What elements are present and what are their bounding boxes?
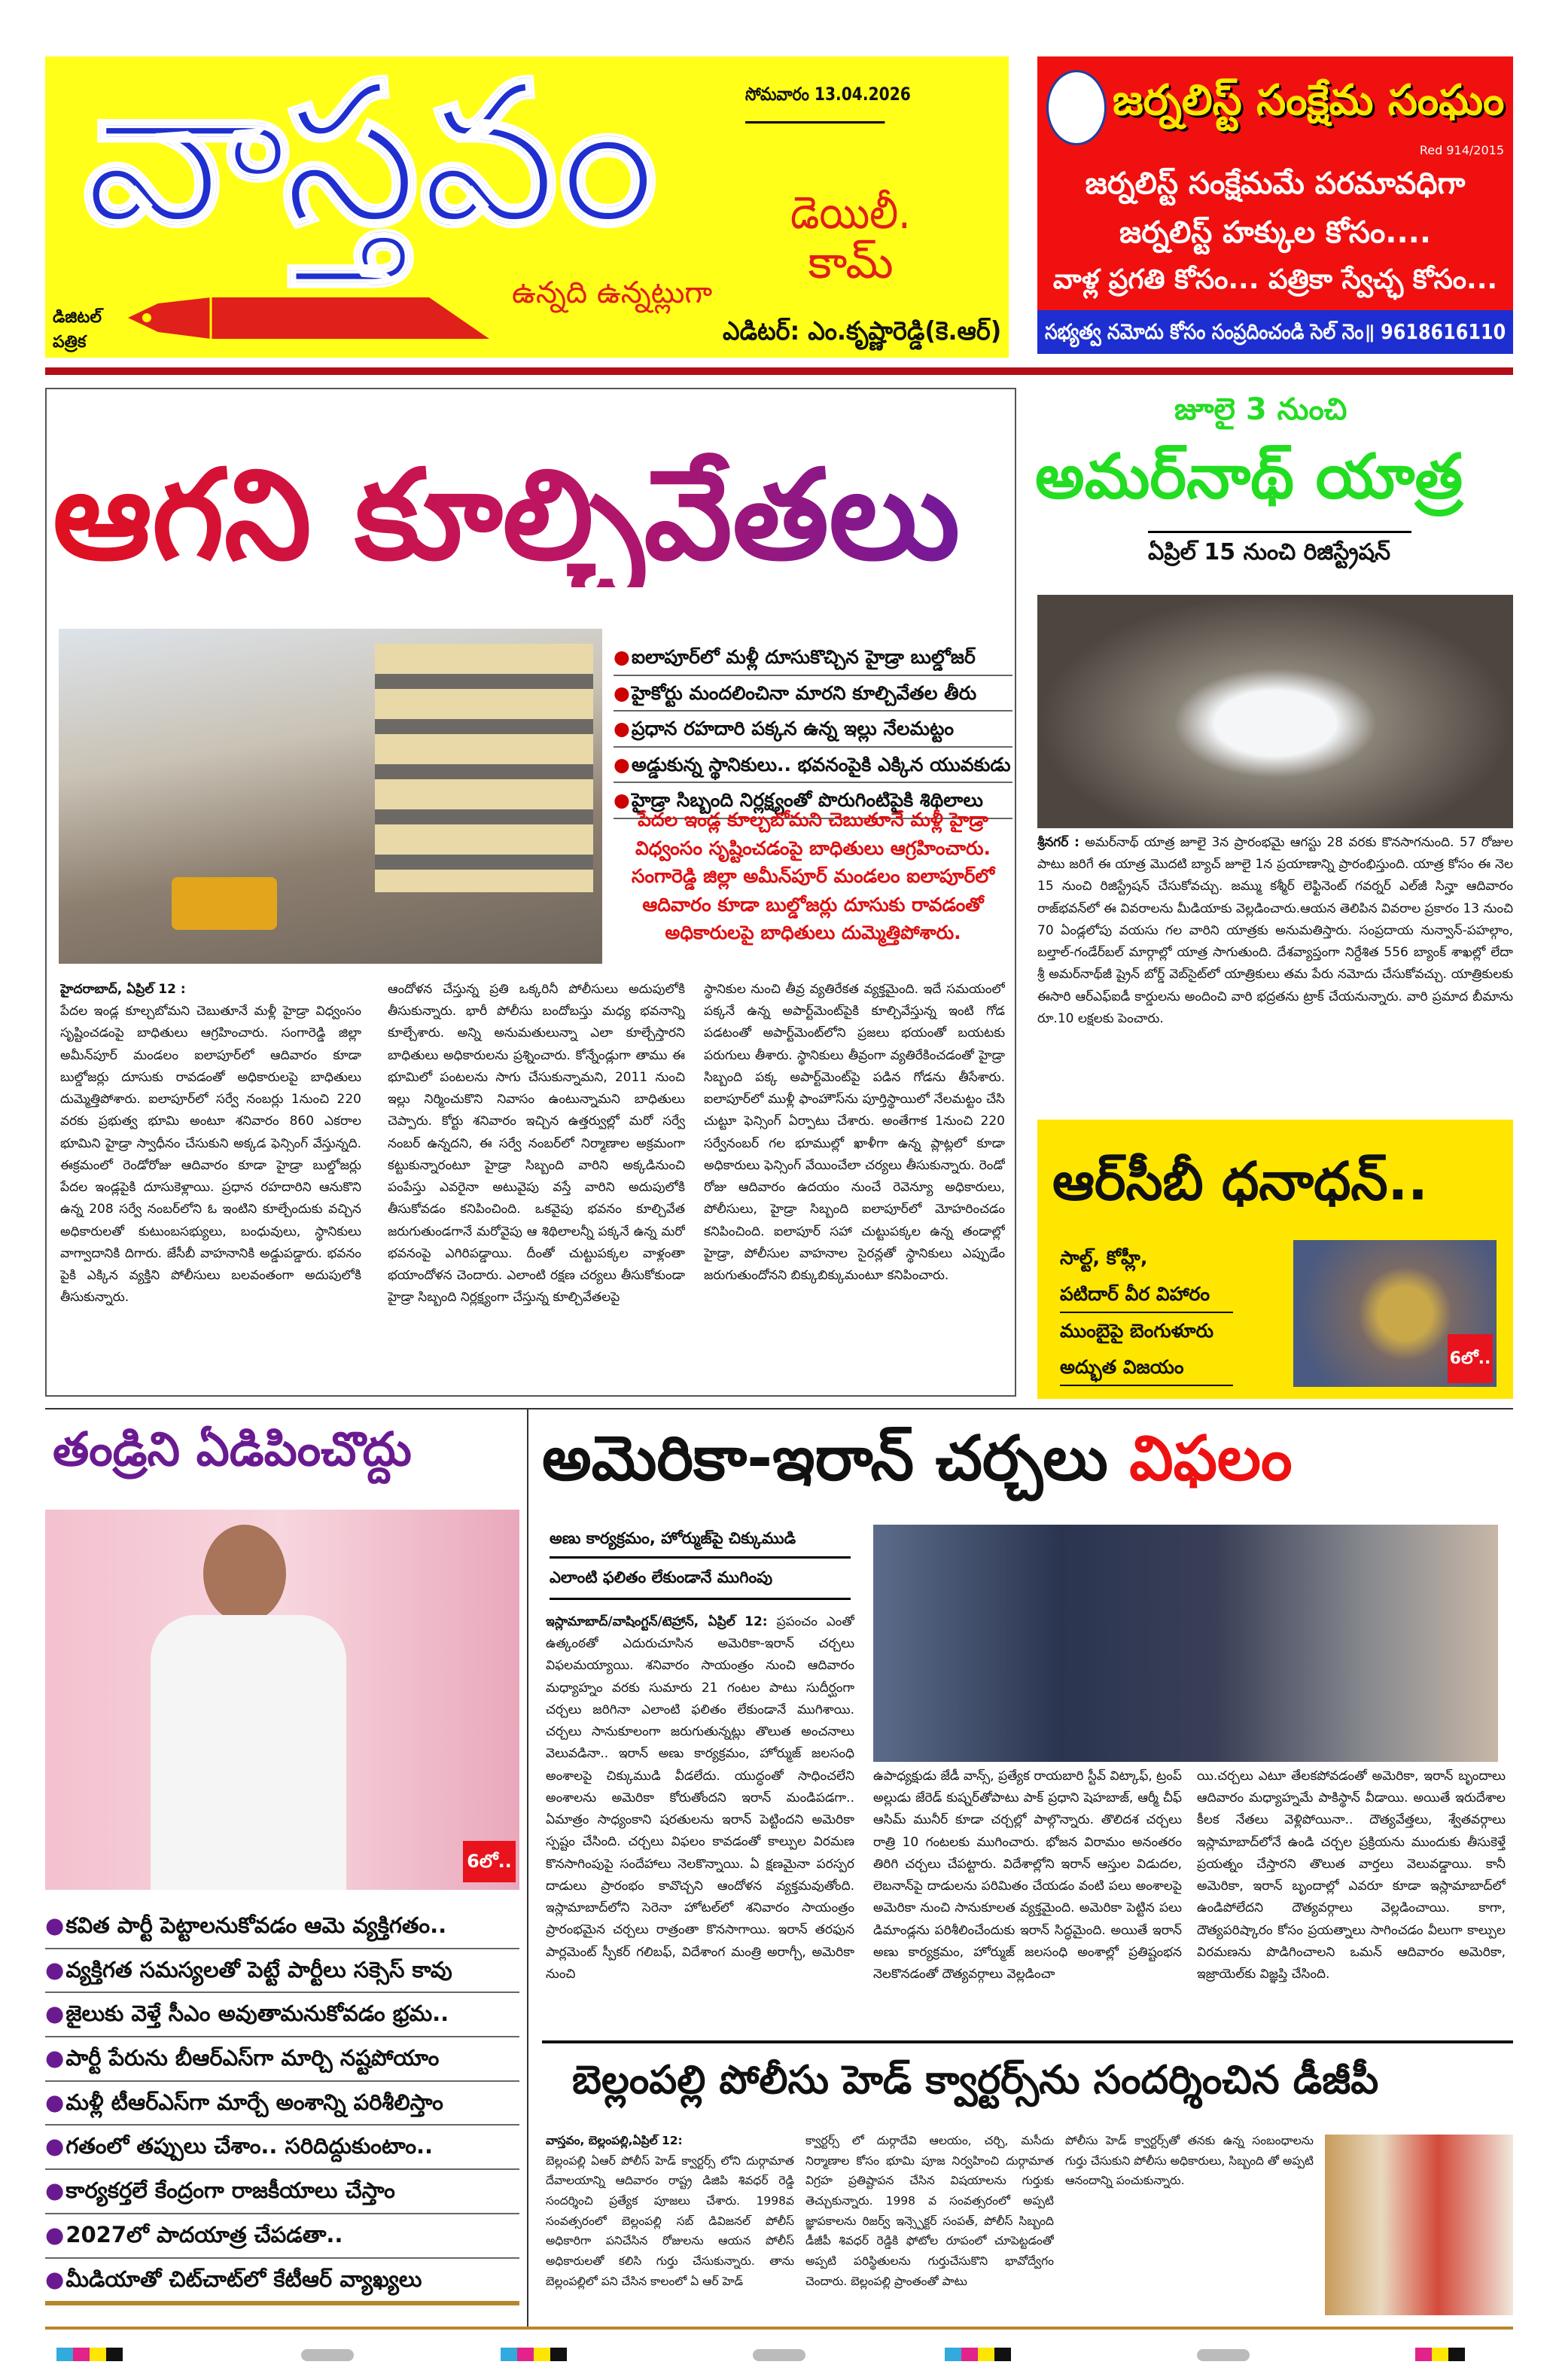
bottom-rule xyxy=(45,2327,1513,2330)
color-registration-bar xyxy=(56,2348,123,2361)
headline-black: అమెరికా-ఇరాన్ చర్చలు xyxy=(542,1423,1108,1495)
bullet-item: ● కవిత పార్టీ పెట్టాలనుకోవడం ఆమె వ్యక్తిగతం.. xyxy=(45,1905,519,1949)
bullet-item: ● కార్యకర్తలే కేంద్రంగా రాజకీయాలు చేస్తాం xyxy=(45,2170,519,2214)
deck-line: ఎలాంటి ఫలితం లేకుండానే ముగింపు xyxy=(550,1559,851,1599)
color-registration-bar xyxy=(945,2348,1011,2361)
masthead xyxy=(45,41,1009,358)
bullet-item: ● మీడియాతో చిట్‌చాట్‌లో కేటీఆర్ వ్యాఖ్యలు xyxy=(45,2259,519,2306)
dateline: శ్రీనగర్ : xyxy=(1037,835,1079,850)
daily-com xyxy=(790,188,911,288)
dgp-column-1 xyxy=(546,2131,794,2323)
dateline: వాస్తవం, బెల్లంపల్లి,ఏప్రిల్ 12: xyxy=(546,2134,683,2147)
talks-photo xyxy=(873,1525,1498,1762)
registration-mark xyxy=(301,2349,354,2361)
iran-deck xyxy=(550,1521,851,1600)
magenta-swatch xyxy=(961,2348,978,2361)
ad-reg: Red 914/2015 xyxy=(1419,143,1504,157)
ktr-headline: తండ్రిని ఏడిపించొద్దు xyxy=(53,1422,412,1476)
ad-contact-text: సభ్యత్వ నమోదు కోసం సంప్రదించండి సెల్ నెం॥ 9618616110 xyxy=(1045,319,1506,344)
iran-column-1 xyxy=(546,1611,854,2033)
demolition-photo xyxy=(59,629,602,964)
rcb-line: సాల్ట్, కోహ్లీ, xyxy=(1060,1247,1148,1269)
yellow-swatch xyxy=(90,2348,106,2361)
lead-column-3: స్థానికుల నుంచి తీవ్ర వ్యతిరేకత వ్యక్తమైంది. ఇదే సమయంలో పక్కనే ఉన్న అపార్ట్‌మెంట్‌పైకి కూల్చివేస్తున్న ఇంటి గోడ పడటంతో అపార్ట్‌మెంట్‌లోని ప్రజలు భయంతో బయటకు పరుగులు తీశారు. స్థానికులు తీవ్రంగా వ్యతిరేకించడంతో హైడ్రా సిబ్బంది పక్క అపార్ట్‌మెంట్‌పై పడిన గోడను తీసేశారు. ఐలాపూర్‌లో ముళ్లీ ఫాంహౌస్‌ను పూర్తిస్థాయిలో నేలమట్టం చేసి చుట్టూ ఫెన్సింగ్ ఏర్పాటు చేశారు. అంతేగాక 1నుంచి 220 సర్వేనంబర్ గల భూముల్లో ఖాళీగా ఉన్న ప్లాట్లలో కూడా అధికారులు ఫెన్సింగ్ వేయించేలా చర్యలు తీసుకున్నారు. రెండో రోజు ఆదివారం ఉదయం నుంచే రెవెన్యూ అధికారులు, పోలీసులు, హైడ్రా సిబ్బంది ఐలాపూర్‌లో మోహరించడం కనిపించింది. ఐలాపూర్ సహా చుట్టుపక్కల ఉన్న తండాల్లో హైడ్రా, పోలీసుల వాహనాల సైరన్లతో స్థానికులు ఎప్పుడేం జరుగుతుందోనని బిక్కుబిక్కుమంటూ కనిపించారు. xyxy=(704,982,1005,1284)
registration-mark xyxy=(753,2349,805,2361)
speaker-image xyxy=(203,1525,286,1623)
lead-column-1 xyxy=(60,979,361,1385)
masthead-rule xyxy=(45,367,1513,375)
lead-headline: ఆగని కూల్చివేతలు xyxy=(53,444,1009,587)
digital-text: డిజిటల్ xyxy=(53,308,102,327)
rcb-line: పటిదార్ వీర విహారం xyxy=(1060,1276,1233,1314)
dgp-temple-photo xyxy=(1325,2135,1513,2315)
building-image xyxy=(375,644,593,892)
daily-label: డెయిలీ. xyxy=(790,187,911,239)
lead-summary: పేదల ఇండ్ల కూల్చబోమని చెబుతూనే మళ్లీ హైడ్రా విధ్వంసం సృష్టించడంపై బాధితులు ఆగ్రహించారు. సంగారెడ్డి జిల్లా అమీన్‌పూర్ మండలం ఐలాపూర్‌లో ఆదివారం కూడా బుల్డోజర్లు దూసుకు రావడంతో అధికారులపై బాధితులు దుమ్మెత్తిపోశారు. xyxy=(631,809,995,943)
rcb-line: అద్భుత విజయం xyxy=(1060,1349,1233,1387)
ktr-photo xyxy=(45,1510,519,1890)
bullet-item: ● హైడ్రా సిబ్బంది నిర్లక్ష్యంతో పొరుగింటిపైకి శిథిలాలు xyxy=(614,783,1012,819)
pen-nib-icon xyxy=(128,297,489,339)
newspaper-logo: వాస్తవం xyxy=(83,41,658,268)
black-swatch xyxy=(106,2348,123,2361)
ad-line: జర్నలిస్ట్ సంక్షేమమే పరమావధిగా xyxy=(1085,166,1466,201)
iran-column-2: ఉపాధ్యక్షుడు జేడీ వాన్స్, ప్రత్యేక రాయబారి స్టీవ్ విట్కాఫ్, ట్రంప్ అల్లుడు జేరెడ్ కుష్నర్‌తోపాటు పాక్ ప్రధాని షెహబాజ్, ఆర్మీ చీఫ్ ఆసిమ్ మునీర్ కూడా చర్చల్లో పాల్గొన్నారు. తొలిదశ చర్చలు రాత్రి 10 గంటలకు ముగించారు. భోజన విరామం అనంతరం తిరిగి చర్చలు చేపట్టారు. విదేశాల్లోని ఇరాన్ ఆస్తుల విడుదల, లెబనాన్‌పై దాడులను పరిమితం చేయడం వంటి పలు అంశాలపై అమెరికా నుంచి సానుకూలత వ్యక్తమైంది. అమెరికా పెట్టిన పలు డిమాండ్లను పరిశీలించేందుకు ఇరాన్ సిద్ధమైంది. అయితే ఇరాన్ అణు కార్యక్రమం, హోర్ముజ్ జలసంధి అంశాల్లో ప్రతిష్టంభన నెలకొనడంతో దౌత్యవర్గాలు వెల్లడించా xyxy=(873,1769,1182,1982)
black-swatch xyxy=(1448,2348,1465,2361)
dateline: ఇస్లామాబాద్/వాషింగ్టన్/టెహ్రాన్, ఏప్రిల్ 12: xyxy=(546,1614,768,1629)
bullet-item: ● జైలుకు వెళ్తే సీఎం అవుతామనుకోవడం భ్రమ.. xyxy=(45,1993,519,2037)
tagline: ఉన్నది ఉన్నట్లుగా xyxy=(512,276,713,310)
bullet-item: ● అడ్డుకున్న స్థానికులు.. భవనంపైకి ఎక్కిన యువకుడు xyxy=(614,748,1012,784)
dgp-column-2: క్వార్టర్స్ లో దుర్గాదేవి ఆలయం, చర్చి, మసీదు నిర్మాణాల కోసం భూమి పూజ నిర్వహించి దుర్గామాత విగ్రహ ప్రతిష్టాపన చేసిన విషయాలను గుర్తుకు తెచ్చుకున్నారు. 1998 వ సంవత్సరంలో అప్పటి జ్ఞాపకాలను రిజర్వ్ ఇన్స్పెక్టర్ సంపత్, పోలీస్ సిబ్బంది డీజీపీ శివధర్ రెడ్డికి ఫోటోల రూపంలో చూపెట్టడంతో అప్పటి పరిస్థితులను గుర్తుచేసుకొని భావోద్వేగం చెందారు. బెల్లంపల్లి ప్రాంతంతో పాటు xyxy=(805,2134,1054,2288)
story-rule xyxy=(542,2040,1513,2043)
iran-column-3: యి.చర్చలు ఎటూ తేలకపోవడంతో అమెరికా, ఇరాన్ బృందాలు ఆదివారం మధ్యాహ్నమే పాకిస్థాన్ వీడాయి. అయితే ఇరుదేశాల కీలక నేతలు వెళ్లిపోయినా.. దౌత్యవేత్తలు, శ్వేతవర్గాలు ఇస్లామాబాద్‌లోనే ఉండి చర్చల ప్రక్రియను ముందుకు తీసుకెళ్తే ప్రయత్నం చేస్తారని తొలుత వార్తలు వెలువడ్డాయి. కానీ అమెరికా, ఇరాన్ బృందాల్లో ఎవరూ కూడా ఇస్లామాబాద్‌లో ఉండిపోలేదని దౌత్యవర్గాలు వెల్లడించాయి. కాగా, దౌత్యపరిష్కారం కోసం ప్రయత్నాలు సాగించడం వీలుగా కాల్పుల విరమణను పొడిగించాలని ఒమన్ ఆదివారం అమెరికా, ఇజ్రాయెల్‌కు విజ్ఞప్తి చేసింది. xyxy=(1197,1769,1506,1982)
amarnath-deck: ఏప్రిల్ 15 నుంచి రిజిస్ట్రేషన్ xyxy=(1148,531,1411,567)
lead-column-2: ఆందోళన చేస్తున్న ప్రతి ఒక్కరినీ పోలీసులు అదుపులోకి తీసుకున్నారు. భారీ పోలీసు బందోబస్తు మధ్య భవనాన్ని కూల్చేశారు. అన్ని అనుమతులున్నా ఎలా కూల్చేస్తారని బాధితులు అధికారులను ప్రశ్నించారు. కోన్నేండ్లుగా తాము ఈ భూమిలో పంటలను సాగు చేసుకున్నామని, 2011 నుంచి ఇల్లు నిర్మించుకొని నివాసం ఉంటున్నామని బాధితులు చెప్పారు. కోర్టు శనివారం ఇచ్చిన ఉత్తర్వుల్లో మరో సర్వే నంబర్ ఉన్నదని, ఈ సర్వే నంబర్‌లో నిర్మాణాల అక్రమంగా కట్టుకున్నారంటూ హైడ్రా సిబ్బంది వారిని అక్కడినుంచి పంపేస్తు ఎవరైనా అటువైపు వస్తే వారిని అదుపులోకి తీసుకోవడం కనిపించింది. ఒకవైపు భవనం కూల్చివేత జరుగుతుండగానే మరోవైపు ఆ శిథిలాలన్నీ పక్కనే ఉన్న మరో భవనంపై ఎగిరిపడ్డాయి. దీంతో చుట్టుపక్కల వాళ్లంతా భయాందోళన చెందారు. ఎలాంటి రక్షణ చర్యలు తీసుకోకుండా హైడ్రా సిబ్బంది నిర్లక్ష్యంగా చేస్తున్న కూల్చివేతలపై xyxy=(388,982,685,1306)
amarnath-headline: అమర్‌నాథ్ యాత్ర xyxy=(1035,441,1463,513)
page-ref-badge xyxy=(1448,1334,1493,1383)
com-label: కామ్ xyxy=(808,236,894,289)
headline-red: విఫలం xyxy=(1129,1423,1293,1495)
body-text: పేదల ఇండ్ల కూల్చబోమని చెబుతూనే మళ్లీ హైడ్రా విధ్వంసం సృష్టించడంపై బాధితులు ఆగ్రహించారు. సంగారెడ్డి జిల్లా అమీన్‌పూర్ మండలం ఐలాపూర్‌లో ఆదివారం కూడా బుల్డోజర్లు దూసుకు రావడంతో అధికారులపై బాధితులు దుమ్మెత్తిపోశారు. ఐలాపూర్‌లో సర్వే నంబర్లు 1నుంచి 220 వరకు ప్రభుత్వ భూమి అంటూ శనివారం 860 ఎకరాల భూమిని హైడ్రా స్వాధీనం చేసుకుని అక్కడ ఫెన్సింగ్ వేస్తున్నది. ఈక్రమంలో రెండోరోజు ఆదివారం కూడా హైడ్రా బుల్డోజర్లు పేదల ఇండ్లపైకి దూసుకెళ్లాయి. ప్రధాన రహదారిని ఆనుకొని ఉన్న 208 సర్వే నంబర్‌లోని ఓ ఇంటిని కూల్చేందుకు వచ్చిన అధికారులతో కుటుంబసభ్యులు, బంధువులు, స్థానికులు వాగ్వాదానికి దిగారు. జేసీబీ వాహనానికి అడ్డుపడ్డారు. భవనం పైకి ఎక్కిన వ్యక్తిని పోలీసులు బలవంతంగా అదుపులోకి తీసుకున్నారు. xyxy=(60,1004,361,1306)
color-registration-bar xyxy=(501,2348,567,2361)
black-swatch xyxy=(994,2348,1011,2361)
registration-mark xyxy=(1197,2349,1250,2361)
cyan-swatch xyxy=(501,2348,517,2361)
yellow-swatch xyxy=(1432,2348,1448,2361)
bulldozer-image xyxy=(172,877,277,930)
magenta-swatch xyxy=(73,2348,90,2361)
black-swatch xyxy=(550,2348,567,2361)
ad-line: వాళ్ల ప్రగతి కోసం... పత్రికా స్వేచ్ఛ కోసం... xyxy=(1052,264,1498,295)
editor-name: ఎడిటర్: ఎం.కృష్ణారెడ్డి(కె.ఆర్) xyxy=(723,316,1002,346)
iran-headline xyxy=(542,1419,1509,1500)
bullet-item: ● హైకోర్టు మందలించినా మారని కూల్చివేతల తీరు xyxy=(614,676,1012,712)
dgp-column-3: పోలీసు హెడ్ క్వార్టర్స్‌తో తనకు ఉన్న సంబంధాలను గుర్తు చేసుకుని పోలీసు అధికారులు, సిబ్బంది తో అప్పటి ఆనందాన్ని పంచుకున్నారు. xyxy=(1065,2134,1314,2188)
union-seal-icon xyxy=(1046,70,1107,145)
bullet-item: ● వ్యక్తిగత సమస్యలతో పెట్టే పార్టీలు సక్సెస్ కావు xyxy=(45,1949,519,1994)
speaker-body-image xyxy=(151,1615,346,1890)
cyan-swatch xyxy=(945,2348,961,2361)
rcb-line: ముంబైపై బెంగుళూరు xyxy=(1060,1320,1214,1342)
bullet-item: ● పార్టీ పేరును బీఆర్‌ఎస్‌గా మార్చి నష్టపోయాం xyxy=(45,2037,519,2082)
yellow-swatch xyxy=(978,2348,994,2361)
amarnath-body xyxy=(1037,832,1513,1096)
body-text: ప్రపంచం ఎంతో ఉత్కంఠతో ఎదురుచూసిన అమెరికా-ఇరాన్ చర్చలు విఫలమయ్యాయి. శనివారం సాయంత్రం నుంచి ఆదివారం మధ్యాహ్నం వరకు సుమారు 21 గంటల పాటు సుదీర్ఘంగా చర్చలు జరిగినా ఎలాంటి ఫలితం లేకుండానే ముగిశాయి. చర్చలు సానుకూలంగా జరుగుతున్నట్లు తొలుత అంచనాలు వెలువడినా.. ఇరాన్ అణు కార్యక్రమం, హోర్ముజ్ జలసంధి అంశాలపై చిక్కుముడి వీడలేదు. యుద్ధంతో సాధించలేని అంశాలను అమెరికా కోరుతోందని ఇరాన్ మండిపడగా.. ఏమాత్రం సాధ్యంకాని షరతులను ఇరాన్ పెట్టిందని అమెరికా స్పష్టం చేసింది. చర్చలు విఫలం కావడంతో కాల్పుల విరమణ కొనసాగింపుపై సందేహాలు నెలకొన్నాయి. ఏ క్షణమైనా పరస్పర దాడులు ప్రారంభం కావొచ్చని ఆందోళన వ్యక్తమవుతోంది. ఇస్లామాబాద్‌లోని సెరెనా హోటల్‌లో శనివారం సాయంత్రం ప్రారంభమైన చర్చలు రాత్రంతా కొనసాగాయి. ఇరాన్ తరఫున పార్లమెంట్ స్పీకర్ గలిబఫ్, విదేశాంగ మంత్రి అరాగ్చీ, అమెరికా నుంచి xyxy=(546,1614,854,1982)
ad-title: జర్నలిస్ట్ సంక్షేమ సంఘం xyxy=(1113,76,1505,125)
bullet-item: ● గతంలో తప్పులు చేశాం.. సరిదిద్దుకుంటాం.. xyxy=(45,2126,519,2170)
cyan-swatch xyxy=(56,2348,73,2361)
digital-label xyxy=(53,305,102,355)
issue-date: సోమవారం 13.04.2026 xyxy=(745,83,885,123)
magenta-swatch xyxy=(1415,2348,1432,2361)
bullet-item: ● 2027లో పాదయాత్ర చేపడతా.. xyxy=(45,2214,519,2259)
page-ref-text: 6లో.. xyxy=(467,1851,512,1872)
ad-contact-strip xyxy=(1037,310,1513,354)
lead-bullets xyxy=(614,640,1012,819)
rcb-box xyxy=(1037,1120,1513,1399)
amarnath-cave-photo xyxy=(1037,595,1513,828)
journalist-union-ad xyxy=(1037,56,1513,354)
section-divider xyxy=(45,1408,1513,1409)
ad-line: జర్నలిస్ట్ హక్కుల కోసం.... xyxy=(1119,215,1432,250)
bullet-item: ● ప్రధాన రహదారి పక్కన ఉన్న ఇల్లు నేలమట్టం xyxy=(614,712,1012,748)
dateline: హైదరాబాద్, ఏప్రిల్ 12 : xyxy=(60,982,186,997)
page-ref-badge xyxy=(463,1841,516,1882)
page-ref-text: 6లో.. xyxy=(1449,1349,1491,1368)
rcb-headline: ఆర్‌సీబీ ధనాధన్.. xyxy=(1052,1150,1428,1212)
amarnath-kicker: జూలై 3 నుంచి xyxy=(1174,392,1347,427)
body-text: బెల్లంపల్లి ఏఆర్ పోలీస్ హెడ్ క్వార్టర్స్ లోని దుర్గామాత దేవాలయాన్ని ఆదివారం రాష్ట్ర డిజిపి శివధర్ రెడ్డి సందర్శించి ప్రత్యేక పూజలు చేశారు. 1998వ సంవత్సరంలో బెల్లంపల్లి సబ్ డివిజనల్ పోలీస్ అధికారిగా పనిచేసిన రోజులను ఆయన పోలీస్ అధికారులతో కలిసి గుర్తు చేసుకున్నారు. తాను బెల్లంపల్లిలో పని చేసిన కాలంలో ఏ ఆర్ హెడ్ xyxy=(546,2153,794,2288)
body-text: అమర్‌నాథ్ యాత్ర జూలై 3న ప్రారంభమై ఆగస్టు 28 వరకు కొనసాగనుంది. 57 రోజుల పాటు జరిగే ఈ యాత్ర మొదటి బ్యాచ్ జూలై 1న ప్రయాణాన్ని ప్రారంభిస్తుంది. యాత్ర కోసం ఈ నెల 15 నుంచి రిజిస్ట్రేషన్ చేసుకోవచ్చు. జమ్ము కశ్మీర్ లెఫ్టినెంట్ గవర్నర్ ఎల్‌జీ సిన్హా ఆదివారం రాజ్‌భవన్‌లో ఈ వివరాలను మీడియాకు వెల్లడించారు.ఆయన తెలిపిన వివరాల ప్రకారం 13 నుంచి 70 ఏండ్లలోపు వయసు గల వారిని యాత్రకు అనుమతిస్తారు. సంప్రదాయ నున్వాన్-పహల్గాం, బల్తాల్-గండేర్‌బల్ మార్గాల్లో యాత్ర సాగుతుంది. దేశవ్యాప్తంగా నిర్దేశిత 556 బ్యాంక్ శాఖల్లో లేదా శ్రీ అమర్‌నాథ్‌జీ ష్రైన్ బోర్డ్ వెబ్‌సైట్‌లో యాత్రికులు తమ పేరు నమోదు చేసుకోవచ్చు. యాత్రికులకు ఈసారి ఆర్‌ఎఫ్‌ఐడీ కార్డులను అందించి వారి భద్రతను ట్రాక్ చేయనున్నారు. వారి ప్రమాద బీమాను రూ.10 లక్షలకు పెంచారు. xyxy=(1037,835,1513,1026)
magenta-swatch xyxy=(517,2348,534,2361)
dgp-headline: బెల్లంపల్లి పోలీసు హెడ్ క్వార్టర్స్‌ను సందర్శించిన డీజీపీ xyxy=(572,2058,1379,2103)
deck-line: అణు కార్యక్రమం, హోర్ముజ్‌పై చిక్కుముడి xyxy=(550,1521,851,1559)
color-registration-bar xyxy=(1415,2348,1465,2361)
bullet-item: ● మళ్లీ టీఆర్‌ఎస్‌గా మార్చే అంశాన్ని పరిశీలిస్తాం xyxy=(45,2082,519,2126)
ktr-bullets xyxy=(45,1905,519,2305)
column-divider xyxy=(527,1408,528,2327)
yellow-swatch xyxy=(534,2348,550,2361)
rcb-deck xyxy=(1060,1240,1233,1386)
bullet-item: ● ఐలాపూర్‌లో మళ్లీ దూసుకొచ్చిన హైడ్రా బుల్డోజర్ xyxy=(614,640,1012,676)
patrika-text: పత్రిక xyxy=(53,333,87,352)
